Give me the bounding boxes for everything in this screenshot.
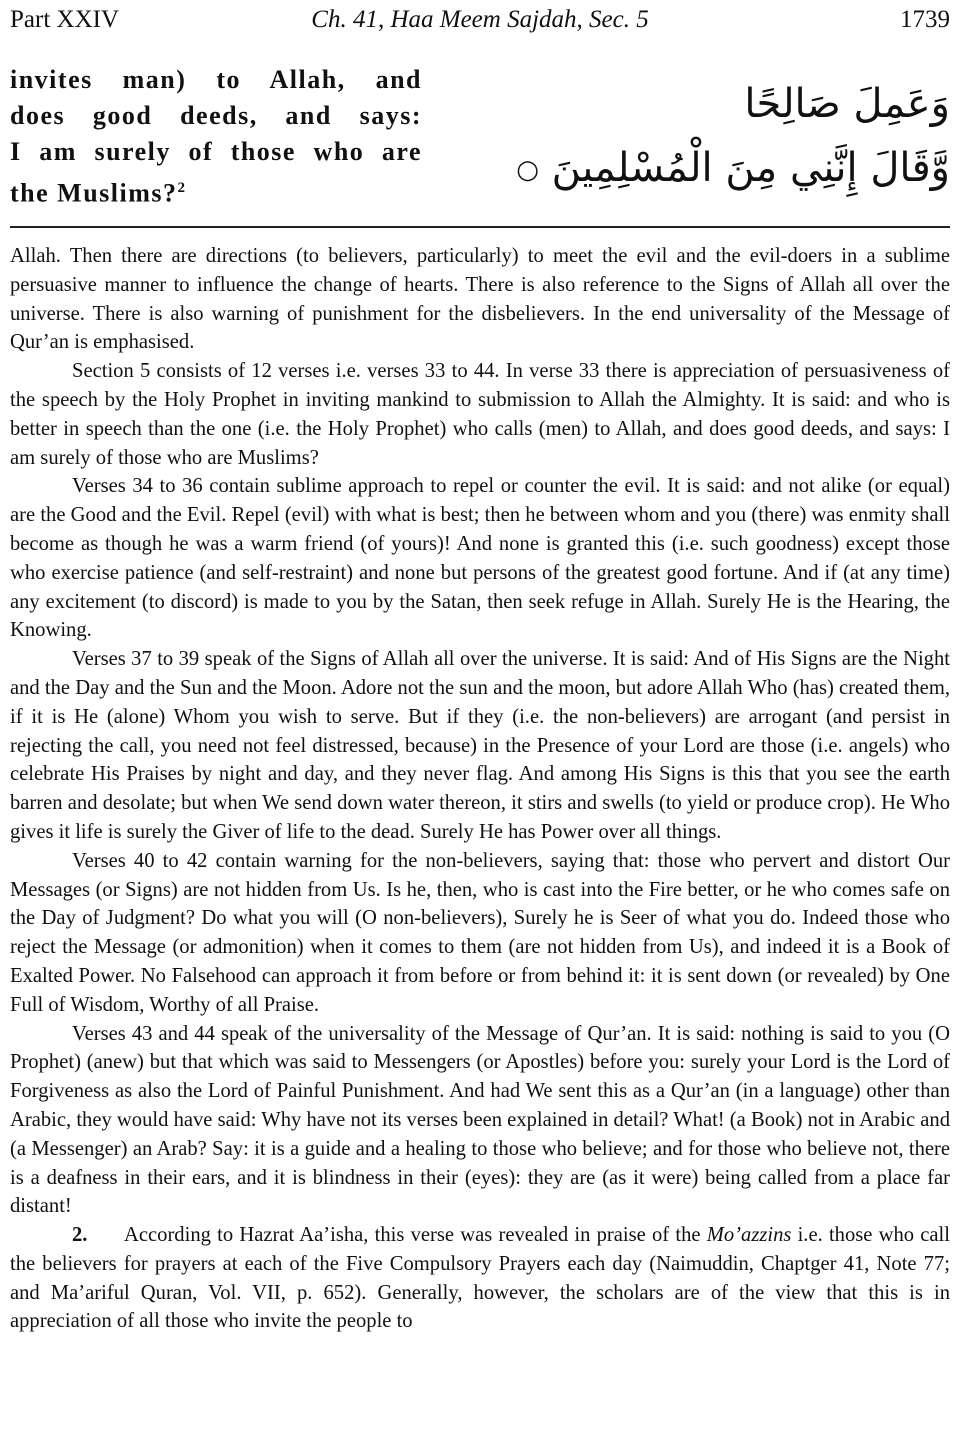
divider — [10, 226, 950, 228]
paragraph: Verses 43 and 44 speak of the universality of the Message of Qur’an. It is said: nothing is said to you (O Prophet) (anew) but that which was said to Messengers (or Apostles) before you: surely your Lord is the Lord of Forgiveness as also the Lord of Painful Punishment. And had We sent this as a Qur’an (in a language) other than Arabic, they would have said: Why have not its verses been explained in detail? What! (a Book) not in Arabic and (a Messenger) an Arab? Say: it is a guide and a healing to those who believe; and for those who believe not, there is a deafness in their ears, and it is blindness in their (eyes): they are (as it were) being called from a place far distant! — [10, 1022, 950, 1218]
arabic-line: وَعَمِلَ صَالِحًا — [744, 81, 950, 127]
paragraph: Verses 34 to 36 contain sublime approach to repel or counter the evil. It is said: and not alike (or equal) are the Good and the Evil. Repel (evil) with what is best; then he between whom and you (there) was enmity shall become as though he was a warm friend (of yours)! And none is granted this (i.e. such goodness) except those who exercise patience (and self-restraint) and none but persons of the greatest good fortune. And if (at any time) any excitement (to discord) is made to you by the Satan, then seek refuge in Allah. Surely He is the Hearing, the Knowing. — [10, 475, 950, 642]
part-label: Part XXIV — [10, 6, 120, 33]
verse-line-last — [10, 170, 422, 212]
arabic-line-last — [500, 136, 950, 202]
footnote-italic-term: Mo’azzins — [706, 1224, 792, 1247]
chapter-title: Ch. 41, Haa Meem Sajdah, Sec. 5 — [311, 6, 649, 33]
verse-arabic — [500, 72, 950, 202]
footnote-text-after: i.e. those who call the believers for prayers at each of the Five Compulsory Prayers each day (Naimuddin, Chaptger 41, Note 77; and Ma’ariful Quran, Vol. VII, p. 652). Generally, however, the scholars are of the view that this is in appreciation of all those who invite the people to — [10, 1224, 950, 1333]
footnote-number: 2. — [72, 1224, 88, 1247]
paragraph: Verses 37 to 39 speak of the Signs of Allah all over the universe. It is said: And of His Signs are the Night and the Day and the Sun and the Moon. Adore not the sun and the moon, but adore Allah Who (has) created them, if it is He (alone) Whom you wish to serve. But if they (i.e. the non-believers) are arrogant (and persist in rejecting the call, you need not feel distressed, because) in the Presence of your Lord are those (i.e. angels) who celebrate His Praises by night and day, and they never flag. And among His Signs is this that you see the earth barren and desolate; but when We send down water thereon, it stirs and swells (to yield or produce crop). He Who gives it life is surely the Giver of life to the dead. Surely He has Power over all things. — [10, 648, 950, 843]
arabic-line-text: وَّقَالَ إِنَّنِي مِنَ الْمُسْلِمِينَ — [551, 145, 950, 191]
page-header — [10, 4, 950, 36]
paragraph: Section 5 consists of 12 verses i.e. verses 33 to 44. In verse 33 there is appreciation of persuasiveness of the speech by the Holy Prophet in inviting mankind to submission to Allah the Almighty. It is said: and who is better in speech than the one (i.e. the Holy Prophet) who calls (men) to Allah, and does good deeds, and says: I am surely of those who are Muslims? — [10, 360, 950, 469]
verse-line: does good deeds, and says: — [10, 101, 422, 130]
paragraph: Allah. Then there are directions (to believers, particularly) to meet the evil and the evil-doers in a sublime persuasive manner to influence the change of hearts. There is also reference to the Signs of Allah all over the universe. There is also warning of punishment for the disbelievers. In the end universality of the Message of Qur’an is emphasised. — [10, 245, 950, 354]
footnote-ref: 2 — [177, 180, 185, 196]
verse-line: invites man) to Allah, and — [10, 65, 422, 94]
footnote-text-before: According to Hazrat Aa’isha, this verse was revealed in praise of the — [124, 1224, 707, 1247]
verse-end-icon: ○ — [516, 155, 539, 185]
verse-line: I am surely of those who are — [10, 137, 422, 166]
footnote — [10, 1221, 950, 1336]
paragraph: Verses 40 to 42 contain warning for the non-believers, saying that: those who pervert and distort Our Messages (or Signs) are not hidden from Us. Is he, then, who is cast into the Fire better, or he who comes safe on the Day of Judgment? Do what you will (O non-believers), Surely he is Seer of what you do. Indeed those who reject the Message (or admonition) when it comes to them (are not hidden from Us), and indeed it is a Book of Exalted Power. No Falsehood can approach it from before or from behind it: it is sent down (or revealed) by One Full of Wisdom, Worthy of all Praise. — [10, 849, 950, 1016]
verse-line-text: the Muslims? — [10, 178, 178, 208]
commentary — [10, 242, 950, 1336]
page-number: 1739 — [900, 6, 950, 33]
verse-translation — [10, 62, 422, 212]
